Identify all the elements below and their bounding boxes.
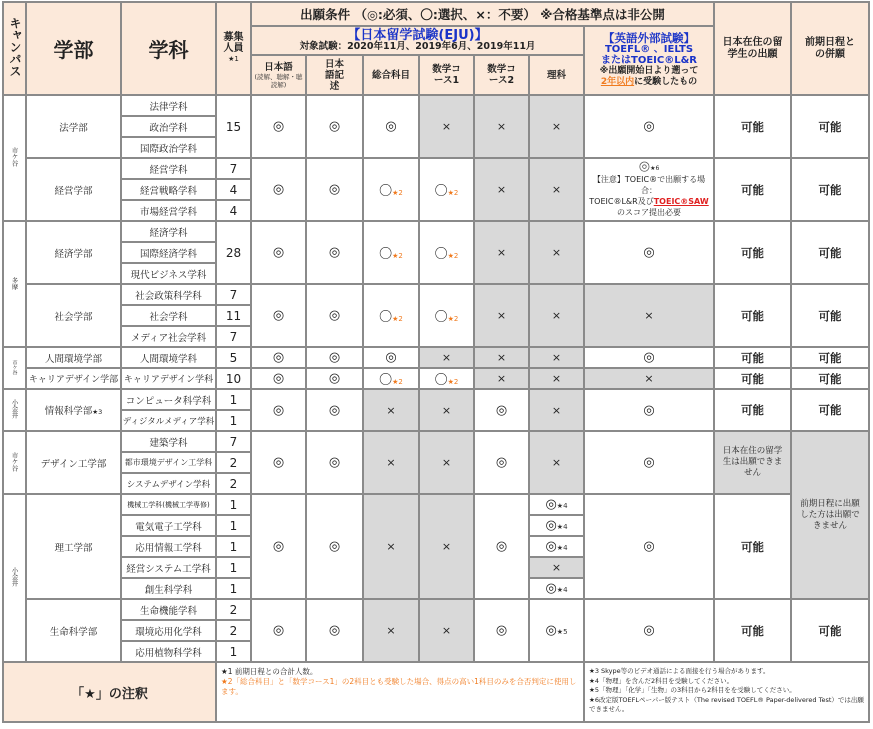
header-subject-jp-writing: 日本語記述 (306, 55, 363, 95)
mark-not-required: × (529, 95, 584, 158)
note-1: ★1 前期日程との合計人数。 (221, 667, 318, 676)
mark-optional: 〇★2 (419, 284, 474, 347)
admission-requirements-table (2, 1, 870, 723)
mark-required: ◎ (584, 431, 714, 494)
dept: メディア社会学科 (121, 326, 216, 347)
capacity: 2 (216, 452, 251, 473)
capacity: 1 (216, 389, 251, 410)
mark-required: ◎ (474, 599, 529, 662)
faculty-science-engineering: 理工学部 (26, 494, 121, 599)
mark-required: ◎ (363, 347, 419, 368)
header-faculty: 学部 (26, 2, 121, 95)
notes-left (216, 662, 584, 722)
mark-optional: 〇★2 (363, 158, 419, 221)
mark-required: ◎ (306, 347, 363, 368)
mark-not-required: × (419, 95, 474, 158)
header-campus: キャンパス (3, 2, 26, 95)
faculty-human-environment: 人間環境学部 (26, 347, 121, 368)
mark-not-required: × (529, 158, 584, 221)
mark-required: ◎ (251, 494, 306, 599)
mark-required: ◎ (251, 347, 306, 368)
mark-required: ◎ (251, 389, 306, 431)
dept: 創生科学科 (121, 578, 216, 599)
dept: キャリアデザイン学科 (121, 368, 216, 389)
capacity: 1 (216, 515, 251, 536)
dept: コンピュータ科学科 (121, 389, 216, 410)
dept: 人間環境学科 (121, 347, 216, 368)
campus-koganei: 小金井 (3, 389, 26, 431)
mark-not-required: × (419, 599, 474, 662)
mark-required: ◎ (584, 95, 714, 158)
dept: 経営学科 (121, 158, 216, 179)
mark-optional: 〇★2 (363, 368, 419, 389)
mark-not-required: × (419, 431, 474, 494)
resident-possible: 可能 (714, 347, 791, 368)
mark-not-required: × (363, 599, 419, 662)
resident-possible: 可能 (714, 389, 791, 431)
header-english-tests: 【英語外部試験】 TOEFL® 、IELTS またはTOEIC®L&R ※出願開始日より遡って 2年以内に受験したもの (584, 26, 714, 95)
capacity: 28 (216, 221, 251, 284)
header-early-joint: 前期日程との併願 (791, 2, 869, 95)
mark-optional: 〇★2 (363, 221, 419, 284)
capacity: 7 (216, 158, 251, 179)
early-joint-possible: 可能 (791, 284, 869, 347)
header-department: 学科 (121, 2, 216, 95)
early-joint-possible: 可能 (791, 599, 869, 662)
mark-required: ◎ (306, 221, 363, 284)
mark-required-star4: ◎★4 (529, 515, 584, 536)
mark-optional: 〇★2 (419, 158, 474, 221)
mark-not-required: × (474, 368, 529, 389)
mark-required: ◎ (251, 599, 306, 662)
faculty-bioscience: 生命科学部 (26, 599, 121, 662)
dept: 社会学科 (121, 305, 216, 326)
dept: 機械工学科(機械工学専修) (121, 494, 216, 515)
early-joint-possible: 可能 (791, 158, 869, 221)
capacity: 1 (216, 494, 251, 515)
english-required-with-notice: ◎★6 【注意】TOEIC®で出願する場合： TOEIC®L&R及びTOEIC®SAW のスコア提出必要 (584, 158, 714, 221)
mark-required: ◎ (584, 599, 714, 662)
faculty-career-design: キャリアデザイン学部 (26, 368, 121, 389)
mark-required: ◎ (306, 158, 363, 221)
mark-required: ◎ (251, 95, 306, 158)
note-4: ★4「物理」を含んだ2科目を受験してください。 (589, 676, 734, 685)
header-subject-jp-reading: 日本語 (読解、聴解・聴読解) (251, 55, 306, 95)
capacity: 2 (216, 620, 251, 641)
capacity: 1 (216, 410, 251, 431)
mark-required: ◎ (584, 221, 714, 284)
mark-required: ◎ (306, 95, 363, 158)
capacity: 15 (216, 95, 251, 158)
header-conditions: 出願条件 （◎:必須、〇:選択、×：不要） ※合格基準点は非公開 (251, 2, 714, 26)
capacity: 4 (216, 179, 251, 200)
note-3: ★3 Skype等のビデオ通話による面接を行う場合があります。 (589, 667, 770, 675)
resident-not-allowed: 日本在住の留学生は出願できません (714, 431, 791, 494)
capacity: 4 (216, 200, 251, 221)
mark-optional: 〇★2 (363, 284, 419, 347)
dept: 応用植物科学科 (121, 641, 216, 662)
header-subject-math2: 数学コース2 (474, 55, 529, 95)
faculty-business: 経営学部 (26, 158, 121, 221)
mark-not-required: × (584, 368, 714, 389)
mark-required: ◎ (474, 389, 529, 431)
mark-optional: 〇★2 (419, 221, 474, 284)
note-6: ★6改定版TOEFLペーパー版テスト（The revised TOEFL® Paper-delivered Test）では出願できません。 (589, 695, 864, 713)
mark-required-star4: ◎★4 (529, 494, 584, 515)
faculty-design-engineering: デザイン工学部 (26, 431, 121, 494)
campus-koganei: 小金井 (3, 494, 26, 662)
dept: 経営戦略学科 (121, 179, 216, 200)
mark-required: ◎ (306, 431, 363, 494)
capacity: 1 (216, 557, 251, 578)
mark-required: ◎ (306, 284, 363, 347)
mark-not-required: × (529, 557, 584, 578)
capacity: 7 (216, 284, 251, 305)
capacity: 1 (216, 578, 251, 599)
mark-required: ◎ (306, 368, 363, 389)
dept: 応用情報工学科 (121, 536, 216, 557)
dept: 国際経済学科 (121, 242, 216, 263)
header-subject-science: 理科 (529, 55, 584, 95)
mark-required: ◎ (306, 494, 363, 599)
dept: 生命機能学科 (121, 599, 216, 620)
mark-required: ◎ (251, 284, 306, 347)
early-joint-possible: 可能 (791, 347, 869, 368)
faculty-social: 社会学部 (26, 284, 121, 347)
dept: 法律学科 (121, 95, 216, 116)
mark-required: ◎ (584, 389, 714, 431)
campus-tama: 多摩 (3, 221, 26, 347)
dept: 社会政策科学科 (121, 284, 216, 305)
faculty-info-science: 情報科学部★3 (26, 389, 121, 431)
dept: 経済学科 (121, 221, 216, 242)
header-subject-sogo: 総合科目 (363, 55, 419, 95)
mark-not-required: × (363, 389, 419, 431)
mark-required: ◎ (251, 158, 306, 221)
mark-not-required: × (363, 431, 419, 494)
mark-not-required: × (474, 158, 529, 221)
mark-required: ◎ (474, 494, 529, 599)
dept: ディジタルメディア学科 (121, 410, 216, 431)
dept: 環境応用化学科 (121, 620, 216, 641)
mark-required-star4: ◎★4 (529, 536, 584, 557)
capacity: 7 (216, 431, 251, 452)
campus-ichigaya: 市ケ谷 (3, 347, 26, 389)
campus-ichigaya: 市ケ谷 (3, 95, 26, 221)
campus-ichigaya: 市ケ谷 (3, 431, 26, 494)
capacity: 1 (216, 641, 251, 662)
dept: 国際政治学科 (121, 137, 216, 158)
dept: システムデザイン学科 (121, 473, 216, 494)
header-eju: 【日本留学試験(EJU)】 対象試験：2020年11月、2019年6月、2019年11月 (251, 26, 584, 55)
mark-required-star4: ◎★4 (529, 578, 584, 599)
note-5: ★5「物理」「化学」「生物」の3科目から2科目をを受験してください。 (589, 686, 796, 694)
faculty-economics: 経済学部 (26, 221, 121, 284)
capacity: 11 (216, 305, 251, 326)
early-joint-possible: 可能 (791, 368, 869, 389)
resident-possible: 可能 (714, 494, 791, 599)
mark-not-required: × (529, 389, 584, 431)
notes-right (584, 662, 869, 722)
mark-not-required: × (419, 494, 474, 599)
mark-not-required: × (529, 221, 584, 284)
resident-possible: 可能 (714, 158, 791, 221)
mark-required: ◎ (306, 389, 363, 431)
early-joint-possible: 可能 (791, 221, 869, 284)
capacity: 10 (216, 368, 251, 389)
mark-required: ◎ (251, 368, 306, 389)
mark-not-required: × (529, 431, 584, 494)
resident-possible: 可能 (714, 599, 791, 662)
early-joint-possible: 可能 (791, 95, 869, 158)
mark-not-required: × (474, 284, 529, 347)
mark-optional: 〇★2 (419, 368, 474, 389)
header-capacity: 募集人員 ★1 (216, 2, 251, 95)
mark-not-required: × (474, 221, 529, 284)
mark-not-required: × (529, 368, 584, 389)
faculty-law: 法学部 (26, 95, 121, 158)
dept: 都市環境デザイン工学科 (121, 452, 216, 473)
mark-not-required: × (363, 494, 419, 599)
mark-required: ◎ (474, 431, 529, 494)
mark-required: ◎ (251, 221, 306, 284)
mark-not-required: × (474, 95, 529, 158)
header-resident: 日本在住の留学生の出願 (714, 2, 791, 95)
capacity: 2 (216, 473, 251, 494)
early-joint-not-allowed: 前期日程に出願した方は出願できません (791, 431, 869, 599)
mark-not-required: × (474, 347, 529, 368)
mark-not-required: × (419, 389, 474, 431)
mark-required: ◎ (584, 494, 714, 599)
notes-label: 「★」の注釈 (3, 662, 216, 722)
dept: 電気電子工学科 (121, 515, 216, 536)
mark-required: ◎ (584, 347, 714, 368)
resident-possible: 可能 (714, 368, 791, 389)
capacity: 1 (216, 536, 251, 557)
early-joint-possible: 可能 (791, 389, 869, 431)
mark-not-required: × (529, 347, 584, 368)
dept: 建築学科 (121, 431, 216, 452)
mark-required-star5: ◎★5 (529, 599, 584, 662)
capacity: 7 (216, 326, 251, 347)
mark-not-required: × (584, 284, 714, 347)
capacity: 2 (216, 599, 251, 620)
note-2: ★2「総合科目」と「数学コース1」の2科目とも受験した場合、得点の高い1科目のみを合否判定に使用します。 (221, 677, 577, 696)
mark-required: ◎ (306, 599, 363, 662)
resident-possible: 可能 (714, 284, 791, 347)
mark-required: ◎ (251, 431, 306, 494)
dept: 現代ビジネス学科 (121, 263, 216, 284)
capacity: 5 (216, 347, 251, 368)
dept: 経営システム工学科 (121, 557, 216, 578)
dept: 政治学科 (121, 116, 216, 137)
dept: 市場経営学科 (121, 200, 216, 221)
mark-not-required: × (419, 347, 474, 368)
resident-possible: 可能 (714, 95, 791, 158)
header-subject-math1: 数学コース1 (419, 55, 474, 95)
mark-required: ◎ (363, 95, 419, 158)
resident-possible: 可能 (714, 221, 791, 284)
mark-not-required: × (529, 284, 584, 347)
